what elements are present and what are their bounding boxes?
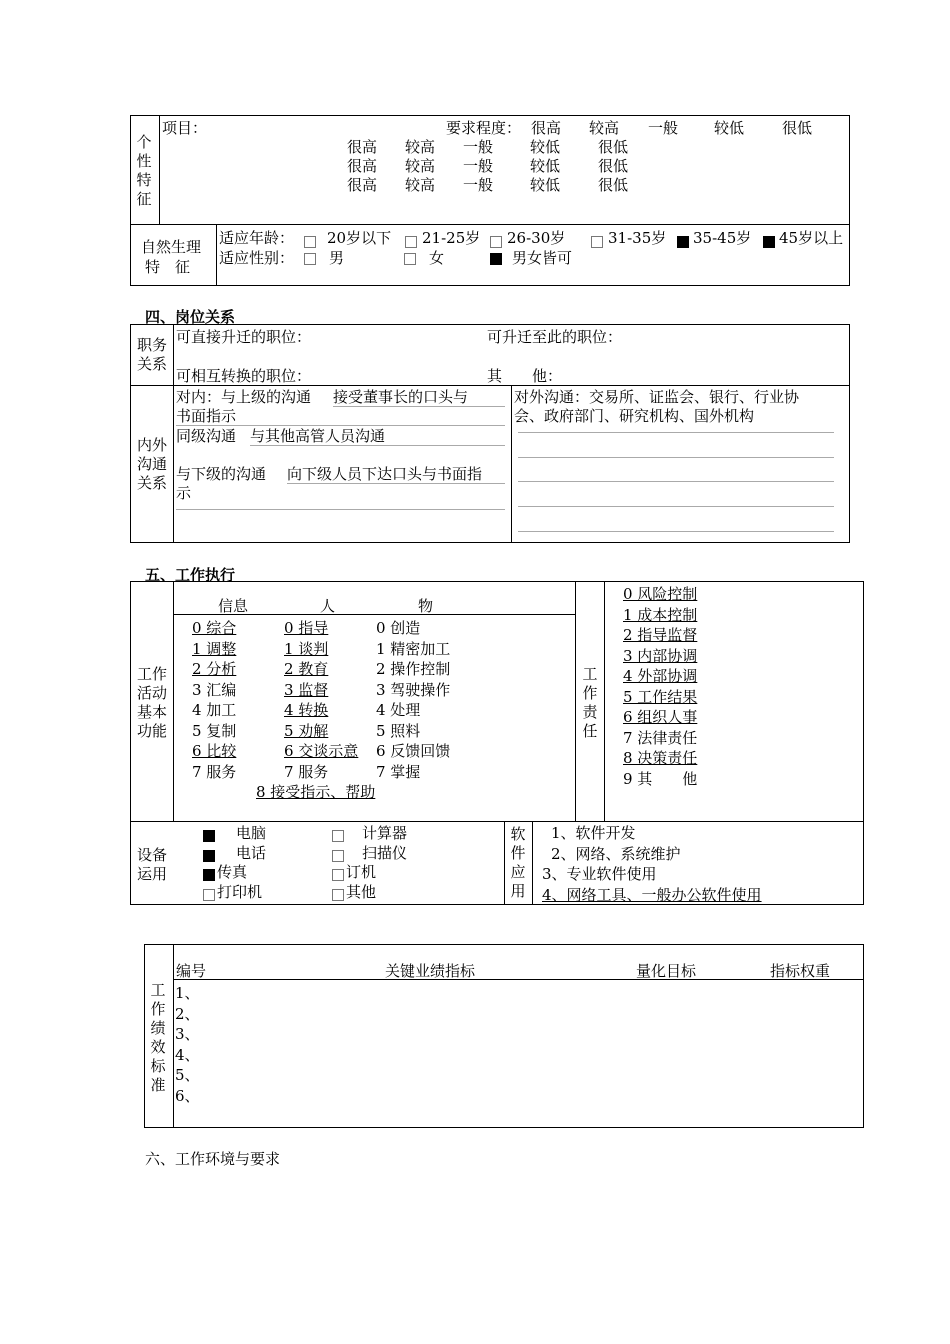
level-option: 一般 xyxy=(463,138,494,156)
age-checkbox[interactable] xyxy=(591,236,603,248)
physio-side-label: 自然生理 xyxy=(141,238,202,256)
software-item: 3、专业软件使用 xyxy=(542,865,657,883)
item-label: 项目： xyxy=(162,119,208,137)
equip-label: 设备运用 xyxy=(136,846,167,883)
function-item: 5 劝解 xyxy=(284,721,329,740)
function-item: 2 教育 xyxy=(284,660,329,678)
promote-direct: 可直接升迁的职位： xyxy=(176,328,312,346)
activity-label: 工作活动基本功能 xyxy=(136,665,167,740)
gender-label: 适应性别： xyxy=(219,249,295,267)
software-label: 软件应用 xyxy=(510,825,526,900)
age-checkbox[interactable] xyxy=(490,236,502,248)
age-option-label: 35-45岁 xyxy=(693,229,752,247)
age-checkbox[interactable] xyxy=(304,236,316,248)
level-option: 较低 xyxy=(530,176,561,194)
equip-label-item: 计算器 xyxy=(362,824,408,842)
resp-label: 工作责任 xyxy=(582,665,598,740)
comm-label: 内外沟通关系 xyxy=(136,436,167,492)
level-option: 很低 xyxy=(782,119,813,137)
personality-side-label: 个性特征 xyxy=(136,133,152,208)
level-option: 很高 xyxy=(347,176,378,194)
function-item: 1 调整 xyxy=(192,639,237,658)
age-checkbox[interactable] xyxy=(763,236,775,248)
down-title: 与下级的沟通 xyxy=(176,465,267,483)
level-option: 很低 xyxy=(598,138,629,156)
equip-label-item: 订机 xyxy=(346,863,377,881)
performance-table xyxy=(144,944,864,1128)
equip-checkbox[interactable] xyxy=(332,830,344,842)
internal-up-text-2: 书面指示 xyxy=(176,407,237,425)
equip-label-item: 传真 xyxy=(217,863,248,881)
age-option-label: 20岁以下 xyxy=(327,229,392,247)
function-item: 3 监督 xyxy=(284,680,329,699)
perf-row: 2、 xyxy=(175,1004,200,1023)
equip-checkbox[interactable] xyxy=(332,869,344,881)
internal-up-text: 接受董事长的口头与 xyxy=(333,388,469,406)
function-item: 0 创造 xyxy=(376,619,421,637)
other-positions: 其 他： xyxy=(487,367,563,385)
software-item: 1、软件开发 xyxy=(551,824,636,842)
level-option: 较低 xyxy=(530,157,561,175)
perf-row: 6、 xyxy=(175,1086,200,1105)
perf-row: 5、 xyxy=(175,1066,200,1084)
col-header-things: 物 xyxy=(418,597,434,615)
perf-header-target: 量化目标 xyxy=(636,962,697,980)
resp-item: 7 法律责任 xyxy=(623,728,698,747)
resp-item: 2 指导监督 xyxy=(623,626,698,644)
level-option: 较低 xyxy=(530,138,561,156)
section4-title: 四、岗位关系 xyxy=(145,308,236,326)
level-option: 一般 xyxy=(463,176,494,194)
resp-item: 8 决策责任 xyxy=(623,749,698,767)
equip-label-item: 其他 xyxy=(346,882,377,901)
level-option: 较低 xyxy=(714,119,745,137)
level-option: 较高 xyxy=(589,119,620,137)
age-checkbox[interactable] xyxy=(677,236,689,248)
function-item: 7 服务 xyxy=(192,762,237,781)
function-item: 4 转换 xyxy=(284,701,329,719)
resp-item: 0 风险控制 xyxy=(623,585,698,603)
function-item: 2 操作控制 xyxy=(376,660,451,678)
physio-side-label-2: 特 征 xyxy=(145,258,191,276)
function-item: 2 分析 xyxy=(192,660,237,678)
age-option-label: 26-30岁 xyxy=(507,229,566,247)
resp-item: 9 其 他 xyxy=(623,769,698,788)
function-item: 6 比较 xyxy=(192,742,237,760)
function-item: 3 驾驶操作 xyxy=(376,680,451,699)
down-text: 向下级人员下达口头与书面指 xyxy=(287,465,483,483)
external-text: 对外沟通：交易所、证监会、银行、行业协 xyxy=(514,388,800,406)
perf-row: 1、 xyxy=(175,984,200,1002)
equip-checkbox[interactable] xyxy=(203,889,215,901)
down-text-2: 示 xyxy=(176,484,192,502)
bottom-item: 8 接受指示、帮助 xyxy=(256,783,376,801)
function-item: 4 加工 xyxy=(192,701,237,719)
gender-checkbox[interactable] xyxy=(304,253,316,265)
function-item: 4 处理 xyxy=(376,701,421,719)
function-item: 3 汇编 xyxy=(192,680,237,699)
requirement-label: 要求程度： xyxy=(446,119,522,137)
resp-item: 6 组织人事 xyxy=(623,708,698,726)
perf-header-kpi: 关键业绩指标 xyxy=(385,962,476,980)
software-item: 2、网络、系统维护 xyxy=(551,844,681,863)
level-option: 很高 xyxy=(347,157,378,175)
equip-label-item: 电脑 xyxy=(236,824,267,842)
gender-checkbox[interactable] xyxy=(404,253,416,265)
peer-title: 同级沟通 xyxy=(176,427,237,445)
function-item: 6 反馈回馈 xyxy=(376,742,451,760)
software-item: 4、网络工具、一般办公软件使用 xyxy=(542,885,762,904)
function-item: 1 谈判 xyxy=(284,639,329,658)
equip-checkbox[interactable] xyxy=(203,850,215,862)
age-option-label: 21-25岁 xyxy=(422,229,481,247)
level-option: 较高 xyxy=(405,157,436,175)
function-item: 5 复制 xyxy=(192,721,237,740)
equip-label-item: 扫描仪 xyxy=(362,843,408,862)
function-item: 6 交谈示意 xyxy=(284,742,359,760)
section6-title: 六、工作环境与要求 xyxy=(145,1150,281,1168)
equip-checkbox[interactable] xyxy=(332,889,344,901)
function-item: 7 掌握 xyxy=(376,762,421,781)
age-checkbox[interactable] xyxy=(405,236,417,248)
perf-row: 4、 xyxy=(175,1045,200,1064)
equip-checkbox[interactable] xyxy=(203,869,215,881)
resp-item: 4 外部协调 xyxy=(623,667,698,685)
level-option: 一般 xyxy=(648,119,679,137)
perf-header-no: 编号 xyxy=(176,962,207,980)
col-header-info: 信息 xyxy=(218,597,249,615)
transfer-positions: 可相互转换的职位： xyxy=(176,367,312,385)
duty-relations-table xyxy=(130,324,850,543)
level-option: 较高 xyxy=(405,176,436,194)
age-option-label: 45岁以上 xyxy=(779,229,844,247)
external-text-2: 会、政府部门、研究机构、国外机构 xyxy=(514,407,755,425)
level-option: 很高 xyxy=(347,138,378,156)
level-option: 一般 xyxy=(463,157,494,175)
function-item: 1 精密加工 xyxy=(376,639,451,658)
resp-item: 1 成本控制 xyxy=(623,605,698,624)
level-option: 较高 xyxy=(405,138,436,156)
peer-text: 与其他高管人员沟通 xyxy=(250,427,386,445)
gender-option-label: 女 xyxy=(429,249,445,267)
gender-option-label: 男 xyxy=(329,249,345,267)
level-option: 很低 xyxy=(598,176,629,194)
function-item: 7 服务 xyxy=(284,762,329,781)
col-header-people: 人 xyxy=(320,597,336,615)
equip-checkbox[interactable] xyxy=(203,830,215,842)
equip-checkbox[interactable] xyxy=(332,850,344,862)
level-option: 很低 xyxy=(598,157,629,175)
gender-option-label: 男女皆可 xyxy=(512,249,573,267)
age-option-label: 31-35岁 xyxy=(608,229,667,247)
function-item: 5 照料 xyxy=(376,721,421,740)
gender-checkbox[interactable] xyxy=(490,253,502,265)
perf-side-label: 工作绩效标准 xyxy=(150,981,166,1094)
function-item: 0 指导 xyxy=(284,619,329,637)
equip-label-item: 电话 xyxy=(236,843,267,862)
level-option: 很高 xyxy=(531,119,562,137)
function-item: 0 综合 xyxy=(192,619,237,637)
perf-row: 3、 xyxy=(175,1025,200,1043)
duty-label: 职务关系 xyxy=(136,336,167,373)
perf-header-weight: 指标权重 xyxy=(770,962,831,980)
section5-title: 五、工作执行 xyxy=(145,566,236,584)
age-label: 适应年龄： xyxy=(219,229,295,247)
equip-label-item: 打印机 xyxy=(217,882,263,901)
internal-up-title: 对内：与上级的沟通 xyxy=(176,388,312,406)
resp-item: 3 内部协调 xyxy=(623,646,698,665)
promote-to-this: 可升迁至此的职位： xyxy=(487,328,623,346)
resp-item: 5 工作结果 xyxy=(623,687,698,706)
